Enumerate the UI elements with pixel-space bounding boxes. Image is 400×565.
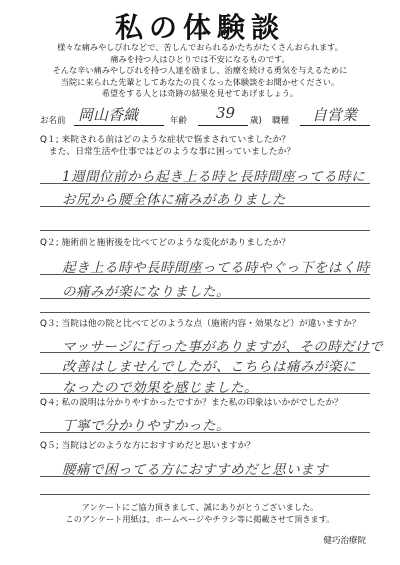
answer-rule xyxy=(40,298,370,299)
intro-line: 様々な痛みやしびれなどで、苦しんでおられるかたちがたくさんおられます。 xyxy=(57,42,343,52)
answer-rule xyxy=(40,373,370,374)
intro-line: 痛みを持つ人はひとりでは不安になるものです。 xyxy=(110,53,290,64)
question-3 xyxy=(40,318,361,330)
name-underline xyxy=(74,125,164,126)
question-2 xyxy=(40,237,290,249)
question-5 xyxy=(40,440,255,452)
answer-rule xyxy=(40,393,370,394)
footer-line: このアンケート用紙は、ホームページやチラシ等に掲載させて頂きます。 xyxy=(65,513,335,524)
intro-line: 当院に来られた先輩としてあなたの良くなった体験談をお聞かせください。 xyxy=(60,76,340,87)
question-4 xyxy=(40,397,343,409)
answer-rule xyxy=(40,432,370,433)
intro-line: 希望をする人とは奇跡の結果を見せてあげましょう。 xyxy=(101,88,299,98)
answer-rule xyxy=(40,274,370,275)
question-text: Q５; 当院はどのような方におすすめだと思いますか？ xyxy=(40,441,256,451)
job-underline xyxy=(300,125,370,126)
age-value: 39 xyxy=(216,104,236,122)
name-value: 岡山香織 xyxy=(78,106,139,124)
answer-rule xyxy=(40,494,370,495)
answer-4-line: 丁寧で分かりやすかった。 xyxy=(62,418,230,434)
question-text: Q３; 当院は他の院と比べてどのような点（施術内容・効果など）が違いますか？ xyxy=(40,319,361,329)
question-1 xyxy=(40,134,295,158)
answer-3-line: マッサージに行った事がありますが、その時だけで xyxy=(62,339,384,355)
answer-5-line: 腰痛で困ってる方におすすめだと思います xyxy=(62,462,329,478)
answer-rule xyxy=(40,230,370,231)
answer-1-line: 1週間位前から起き上る時と長時間座ってる時に xyxy=(62,169,366,185)
answer-rule xyxy=(40,206,370,207)
footer-line: アンケートにご協力頂きまして、誠にありがとうございました。 xyxy=(81,502,319,512)
age-suffix: 歳) xyxy=(250,116,262,126)
answer-1-line: お尻から腰全体に痛みがありました xyxy=(62,192,286,208)
question-text: Q１; 来院される前はどのような症状で悩まされていましたか？ xyxy=(40,135,291,145)
intro-line: そんな辛い痛みやしびれを持つ人達を励まし、治療を続ける勇気を与えるために xyxy=(52,65,348,75)
profile-row xyxy=(40,104,370,128)
job-label: 職種 xyxy=(272,116,290,126)
intro-text xyxy=(16,42,384,100)
question-text: Q４; 私の説明は分かりやすかったですか？また私の印象はいかがでしたか？ xyxy=(40,398,343,408)
answer-3-line: 改善はしませんでしたが、こちらは痛みが楽に xyxy=(62,359,356,375)
clinic-name: 健巧治療院 xyxy=(323,536,366,546)
footer-text xyxy=(20,502,380,525)
answer-rule xyxy=(40,352,370,353)
answer-rule xyxy=(40,476,370,477)
age-label: 年齢 xyxy=(170,116,188,126)
name-label: お名前 xyxy=(40,116,66,126)
answer-rule xyxy=(40,312,370,313)
answer-3-line: なったので効果を感じました。 xyxy=(62,380,258,396)
age-underline xyxy=(198,125,248,126)
answer-rule xyxy=(40,183,370,184)
page-title: 私の体験談 xyxy=(114,11,285,44)
answer-2-line: 起き上る時や長時間座ってる時やぐっ下をはく時 xyxy=(62,260,370,276)
question-text: Q２; 施術前と施術後を比べてどのような変化がありましたか？ xyxy=(40,238,291,248)
answer-2-line: の痛みが楽になりました。 xyxy=(62,284,230,300)
question-text: また、日常生活や仕事ではどのような事に困っていましたか？ xyxy=(40,147,296,157)
job-value: 自営業 xyxy=(312,106,358,124)
